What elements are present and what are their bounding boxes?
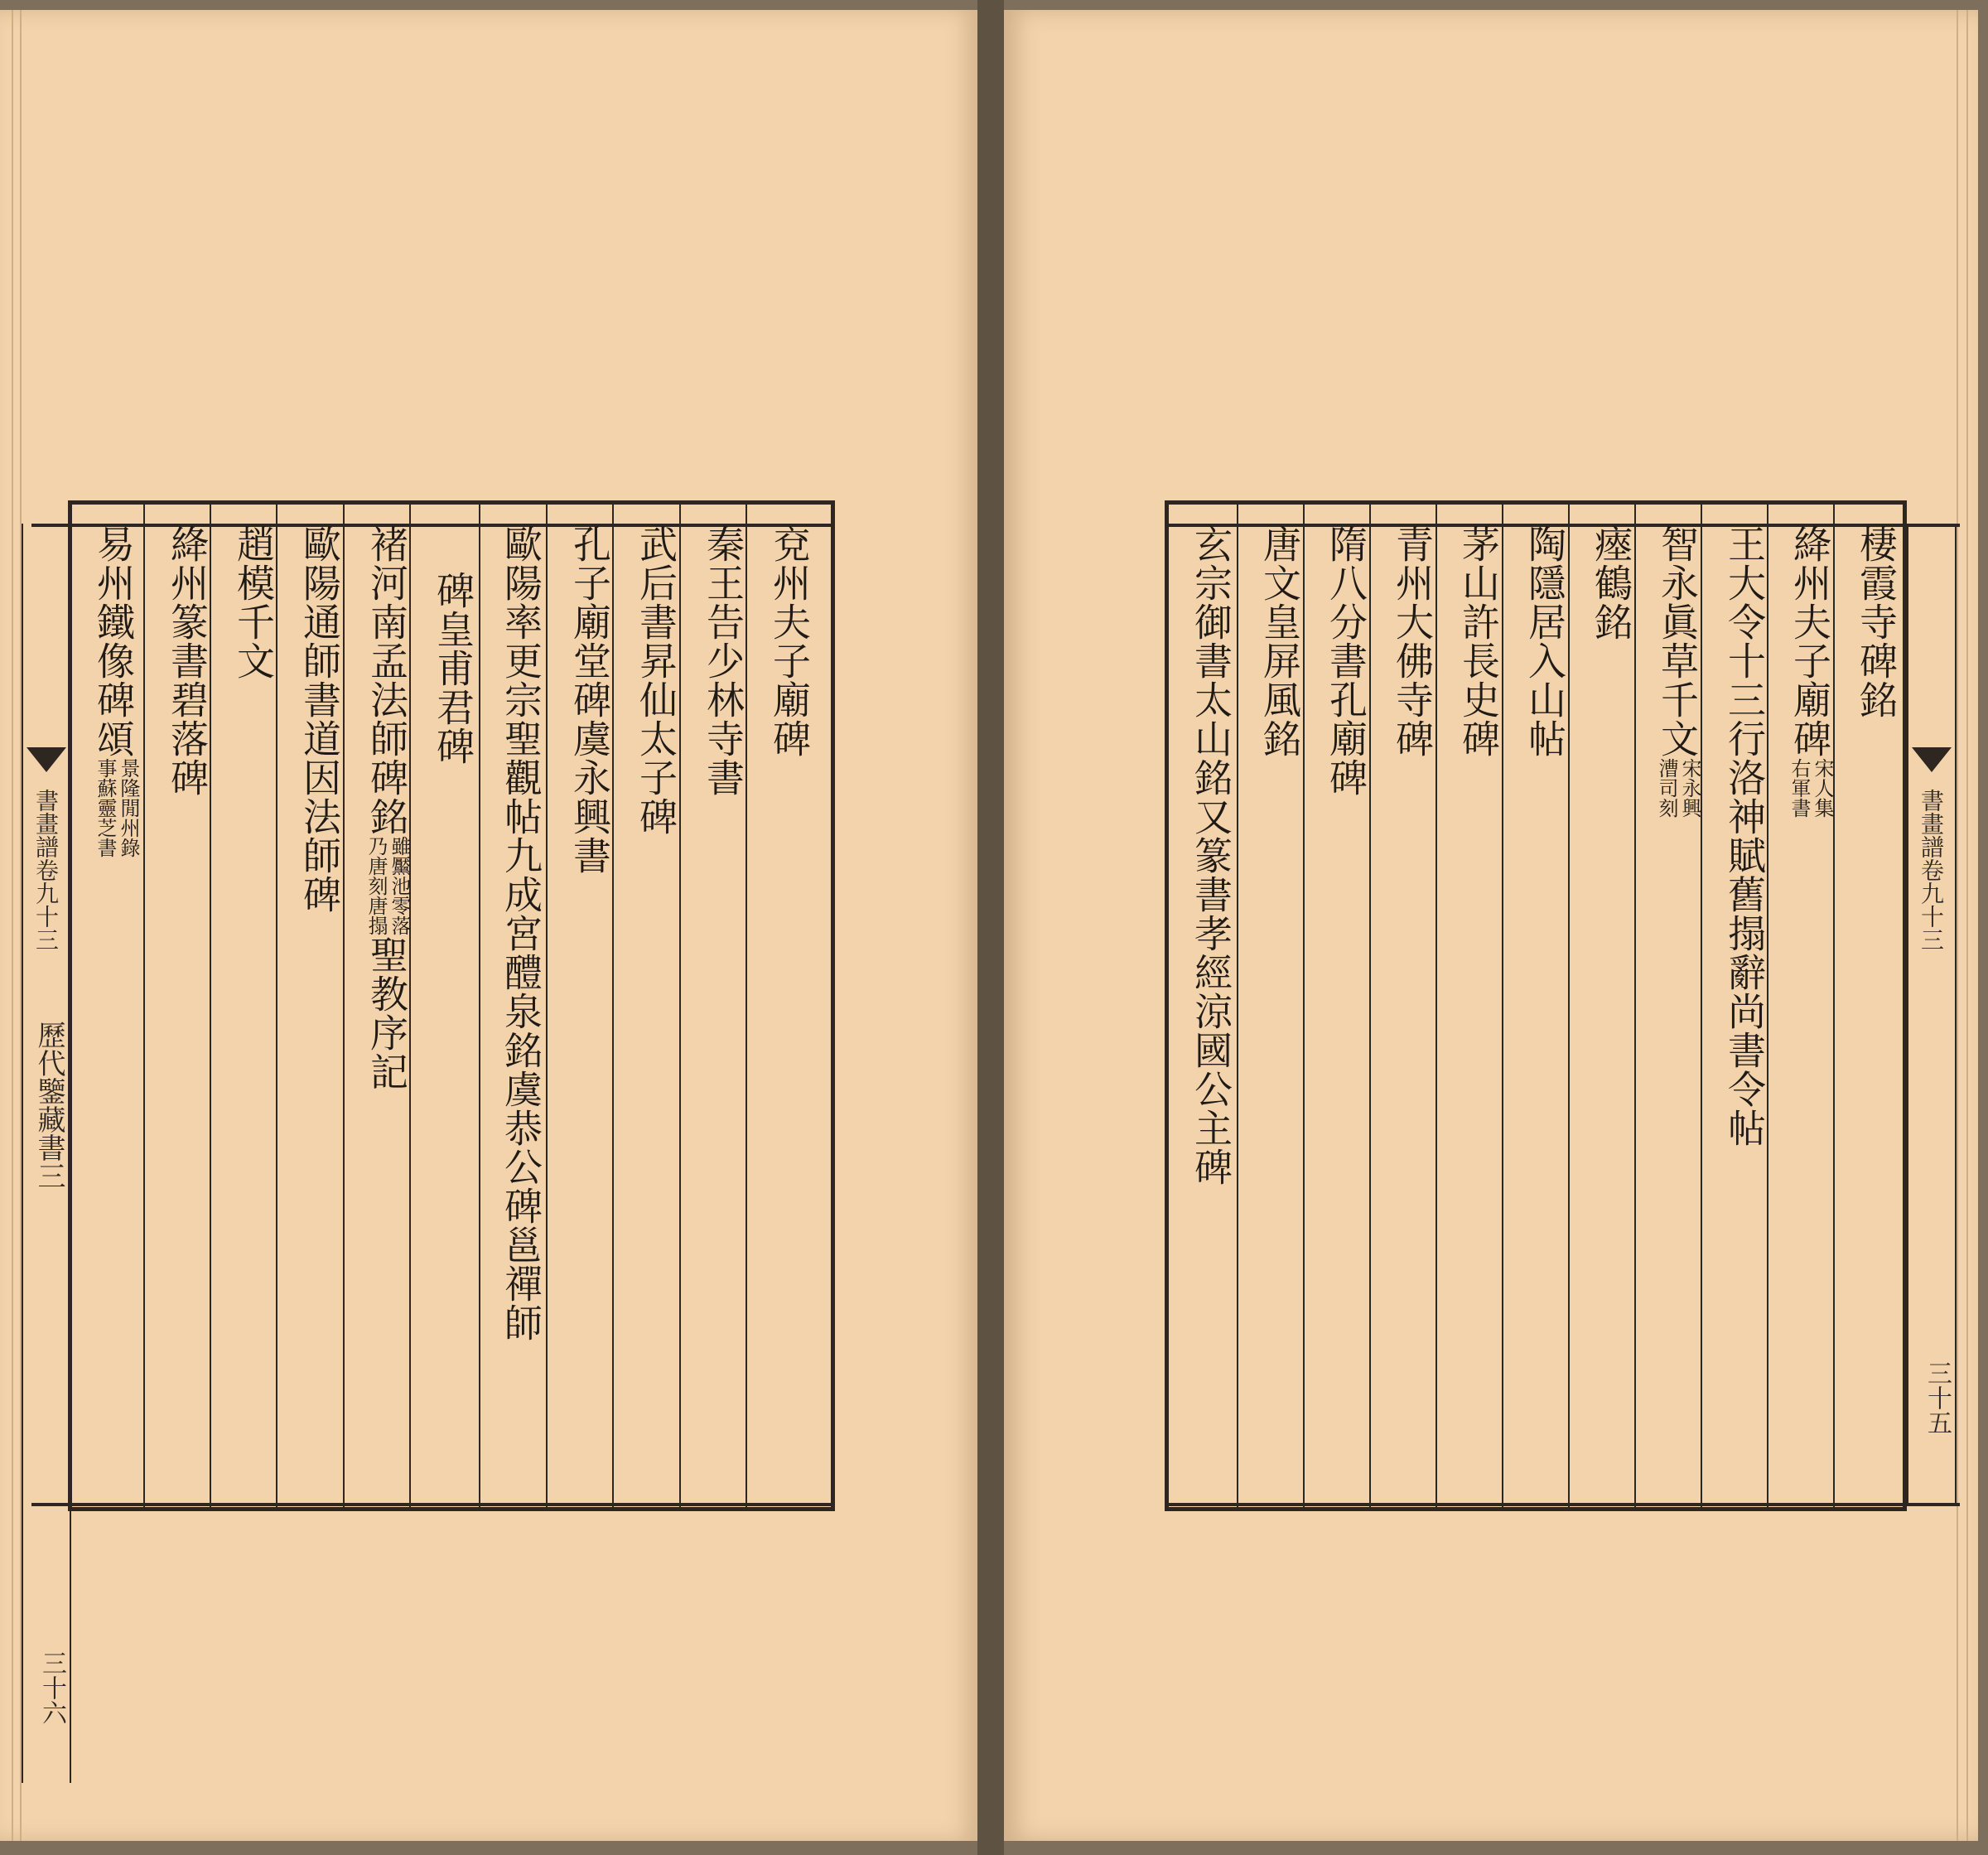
column-text: 碑皇甫君碑 — [431, 571, 475, 766]
text-column-5 — [499, 524, 548, 1342]
text-column-6 — [430, 571, 478, 766]
text-column-11 — [1187, 524, 1235, 1186]
text-column-9 — [230, 524, 278, 680]
column-rule — [1634, 505, 1636, 1507]
column-text: 易州鐵像碑頌 — [91, 524, 136, 758]
text-column-10 — [164, 524, 212, 797]
column-text: 秦王告少林寺書 — [701, 524, 746, 797]
column-text: 王大令十三行洛神賦舊搨辭尚書令帖 — [1722, 524, 1767, 1147]
column-text: 唐文皇屏風銘 — [1257, 524, 1302, 758]
note-line: 右軍書 — [1788, 758, 1811, 818]
column-text: 武后書昇仙太子碑 — [634, 524, 678, 836]
text-column-1 — [766, 524, 814, 758]
column-text: 棲霞寺碑銘 — [1854, 524, 1899, 719]
column-text-continued: 聖教序記 — [364, 935, 409, 1091]
left-folio: 三十六 — [37, 1650, 66, 1725]
page-edge-line — [12, 10, 13, 1841]
right-margin-strip — [1907, 524, 1957, 1505]
text-column-2 — [700, 524, 748, 797]
column-text: 歐陽通師書道因法師碑 — [297, 524, 342, 914]
note-line: 宋永興 — [1678, 758, 1701, 818]
column-text: 褚河南孟法師碑銘 — [364, 524, 409, 836]
interlinear-note — [364, 836, 412, 935]
text-column-9 — [1323, 524, 1371, 797]
note-line: 景隆閒州錄 — [117, 758, 140, 857]
text-column-8 — [297, 524, 345, 914]
column-text: 瘞鶴銘 — [1589, 524, 1633, 641]
note-line: 乃唐刻唐搨 — [364, 836, 388, 935]
interlinear-note — [90, 758, 143, 857]
column-text: 玄宗御書太山銘又篆書孝經涼國公主碑 — [1189, 524, 1233, 1186]
text-column-4 — [567, 524, 615, 875]
column-text: 歐陽率更宗聖觀帖九成宮醴泉銘虞恭公碑邕禪師 — [499, 524, 543, 1342]
left-margin-section: 歷代鑒藏書三 — [32, 1021, 65, 1190]
text-column-10 — [1257, 524, 1305, 758]
interlinear-note — [1654, 758, 1702, 818]
text-column-4 — [1654, 524, 1702, 818]
column-text: 孔子廟堂碑虞永興書 — [567, 524, 612, 875]
text-column-3 — [1720, 524, 1768, 1147]
interlinear-note — [1787, 758, 1835, 818]
right-margin-title: 書畫譜卷九十三 — [1918, 789, 1945, 951]
text-column-11 — [90, 524, 143, 857]
book-gutter — [977, 0, 1004, 1855]
right-text-frame — [1165, 500, 1907, 1511]
column-text: 陶隱居入山帖 — [1522, 524, 1567, 758]
text-column-2 — [1787, 524, 1835, 818]
text-column-5 — [1588, 524, 1636, 641]
page-edge-line — [1957, 10, 1958, 1841]
column-text: 絳州夫子廟碑 — [1788, 524, 1832, 758]
left-text-frame — [68, 500, 835, 1511]
right-page — [1004, 10, 1978, 1841]
column-text: 智永眞草千文 — [1655, 524, 1700, 758]
note-line: 雖黶池零落 — [388, 836, 411, 935]
fish-tail-ornament-icon — [27, 747, 66, 772]
column-rule — [1237, 505, 1238, 1507]
text-column-3 — [633, 524, 681, 836]
column-text: 絳州篆書碧落碑 — [165, 524, 210, 797]
column-text: 兗州夫子廟碑 — [767, 524, 812, 758]
text-column-8 — [1389, 524, 1437, 758]
column-text: 趙模千文 — [231, 524, 276, 680]
text-column-7 — [1455, 524, 1503, 758]
note-line: 事蘇靈芝書 — [94, 758, 117, 857]
text-column-7 — [364, 524, 412, 1091]
note-line: 漕司刻 — [1655, 758, 1678, 818]
text-column-6 — [1522, 524, 1570, 758]
left-page — [0, 10, 977, 1841]
column-rule — [479, 505, 480, 1507]
right-folio: 三十五 — [1923, 1360, 1952, 1435]
fish-tail-ornament-icon — [1912, 747, 1952, 772]
note-line: 宋人集 — [1811, 758, 1834, 818]
column-rule — [143, 505, 145, 1507]
column-text: 茅山許長史碑 — [1456, 524, 1501, 758]
column-text: 青州大佛寺碑 — [1390, 524, 1435, 758]
left-margin-strip — [22, 524, 71, 1783]
text-column-1 — [1853, 524, 1901, 719]
left-margin-title: 書畫譜卷九十三 — [32, 789, 60, 951]
column-text: 隋八分書孔廟碑 — [1324, 524, 1368, 797]
page-edge-line — [1966, 10, 1968, 1841]
